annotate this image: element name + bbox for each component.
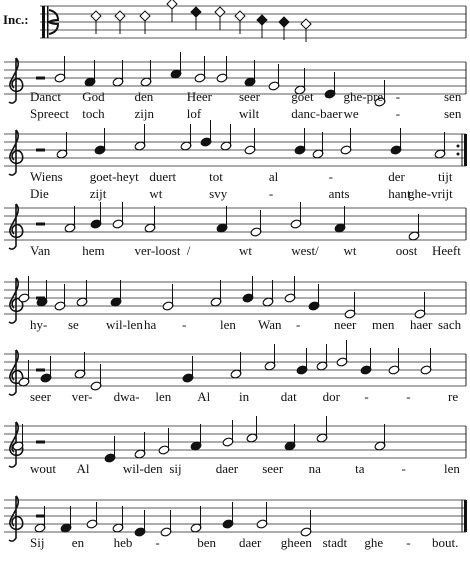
g-clef-icon xyxy=(9,204,23,249)
lyric-syllable: Wan xyxy=(258,317,282,332)
lyric-syllable: - xyxy=(268,186,274,201)
lyric-syllable: duert xyxy=(149,169,177,184)
lyric-syllable: svy xyxy=(209,186,228,201)
lyric-syllable: se xyxy=(68,317,79,332)
rest-mark xyxy=(36,223,45,226)
lyric-syllable: wout xyxy=(30,461,56,476)
lyric-syllable: en xyxy=(71,535,85,550)
diamond-note xyxy=(215,7,225,17)
lyric-syllable: stadt xyxy=(322,535,348,550)
lyric-syllable: tijt xyxy=(438,169,453,184)
lyric-syllable: sach xyxy=(438,317,462,332)
lyric-syllable: Spreect xyxy=(30,106,69,121)
lyric-syllable: seer xyxy=(239,89,260,104)
lyric-syllable: ver-loost xyxy=(134,243,181,258)
lyric-syllable: ta xyxy=(355,461,365,476)
lyric-syllable: - xyxy=(364,389,369,404)
lyric-syllable: wt xyxy=(343,243,357,258)
double-barline xyxy=(464,134,467,166)
lyric-syllable: der xyxy=(388,169,405,184)
diamond-note xyxy=(301,19,311,29)
lyric-syllable: hem xyxy=(82,243,105,258)
rest-mark xyxy=(36,77,45,80)
lyric-syllable: ben xyxy=(197,535,216,550)
lyric-syllable: dat xyxy=(280,389,297,404)
lyric-syllable: ha xyxy=(144,317,157,332)
lyric-syllable: danc-baer xyxy=(291,106,343,121)
lyric-syllable: - xyxy=(406,389,411,404)
diamond-note xyxy=(115,11,125,21)
lyric-syllable: toch xyxy=(82,106,105,121)
lyric-syllable: hant xyxy=(388,186,411,201)
diamond-note xyxy=(191,7,201,17)
double-barline xyxy=(464,500,467,532)
lyric-syllable: zijt xyxy=(89,186,107,201)
lyric-syllable: tot xyxy=(209,169,223,184)
lyric-syllable: al xyxy=(268,169,279,184)
lyric-syllable: Heer xyxy=(186,89,213,104)
lyric-syllable: ants xyxy=(328,186,350,201)
lyric-syllable: - xyxy=(406,535,411,550)
diamond-note xyxy=(279,17,289,27)
rest-mark xyxy=(36,515,45,518)
lyric-syllable: Van xyxy=(30,243,51,258)
lyric-syllable: len xyxy=(155,389,172,404)
lyric-syllable: west/ xyxy=(291,243,319,258)
lyric-syllable: sij xyxy=(169,461,182,476)
lyric-syllable: - xyxy=(182,317,187,332)
lyric-syllable: na xyxy=(308,461,321,476)
diamond-note xyxy=(91,11,101,21)
lyric-syllable: sen xyxy=(444,89,462,104)
incipit-label: Inc.: xyxy=(3,12,29,27)
g-clef-icon xyxy=(9,58,23,103)
lyric-syllable: ghe-pre xyxy=(343,89,384,104)
lyric-syllable: Wiens xyxy=(30,169,63,184)
lyric-syllable: Die xyxy=(30,186,49,201)
lyric-syllable: re xyxy=(448,389,459,404)
lyric-syllable: seer xyxy=(262,461,284,476)
diamond-note xyxy=(167,0,177,9)
lyric-syllable: wt xyxy=(239,243,252,258)
repeat-dot xyxy=(457,145,460,148)
lyric-syllable: oost xyxy=(395,243,418,258)
lyric-syllable: wil-len xyxy=(106,317,143,332)
lyric-syllable: - xyxy=(395,106,401,121)
lyric-syllable: heb xyxy=(113,535,133,550)
rest-mark xyxy=(36,149,45,152)
rest-mark xyxy=(36,441,45,444)
lyric-syllable: Heeft xyxy=(432,243,461,258)
lyric-syllable: gheen xyxy=(280,535,312,550)
lyric-syllable: dor xyxy=(322,389,340,404)
lyric-syllable: ghe xyxy=(364,535,384,550)
lyric-syllable: daer xyxy=(239,535,262,550)
lyric-syllable: wilt xyxy=(239,106,260,121)
repeat-dot xyxy=(457,153,460,156)
g-clef-icon xyxy=(9,496,23,541)
c-clef-icon xyxy=(42,6,45,38)
lyric-syllable: den xyxy=(134,89,154,104)
lyric-syllable: God xyxy=(82,89,105,104)
lyric-syllable: len xyxy=(220,317,236,332)
lyric-syllable: Danct xyxy=(30,89,62,104)
lyric-syllable: wt xyxy=(149,186,163,201)
lyric-syllable: men xyxy=(372,317,395,332)
diamond-note xyxy=(235,11,245,21)
lyric-syllable: goet xyxy=(291,89,314,104)
lyric-syllable: goet-heyt xyxy=(89,169,139,184)
lyric-syllable: wil-den xyxy=(122,461,163,476)
lyric-syllable: - xyxy=(296,317,301,332)
diamond-note xyxy=(257,15,267,25)
g-clef-icon xyxy=(9,350,23,395)
lyric-syllable: - xyxy=(155,535,160,550)
lyric-syllable: Al xyxy=(76,461,90,476)
lyric-syllable: haer xyxy=(410,317,433,332)
lyric-syllable: seer xyxy=(30,389,51,404)
lyric-syllable: daer xyxy=(215,461,239,476)
lyric-syllable: we xyxy=(343,106,359,121)
lyric-syllable: - xyxy=(395,89,401,104)
lyric-syllable: - xyxy=(401,461,406,476)
lyric-syllable: Al xyxy=(197,389,211,404)
g-clef-icon xyxy=(9,130,23,175)
lyric-syllable: Sij xyxy=(30,535,45,550)
lyric-syllable: neer xyxy=(334,317,357,332)
lyric-syllable: hy- xyxy=(30,317,48,332)
lyric-syllable: / xyxy=(186,243,191,258)
lyric-syllable: len xyxy=(444,461,460,476)
lyric-syllable: bout. xyxy=(432,535,459,550)
diamond-note xyxy=(140,11,150,21)
lyric-syllable: sen xyxy=(444,106,462,121)
lyric-syllable: - xyxy=(328,169,333,184)
lyric-syllable: zijn xyxy=(134,106,154,121)
lyric-syllable: in xyxy=(239,389,250,404)
lyric-syllable: dwa- xyxy=(113,389,140,404)
lyric-syllable: ver- xyxy=(71,389,93,404)
rest-mark xyxy=(36,369,45,372)
lyric-syllable: lof xyxy=(186,106,202,121)
lyric-syllable: ghe-vrijt xyxy=(408,186,453,201)
